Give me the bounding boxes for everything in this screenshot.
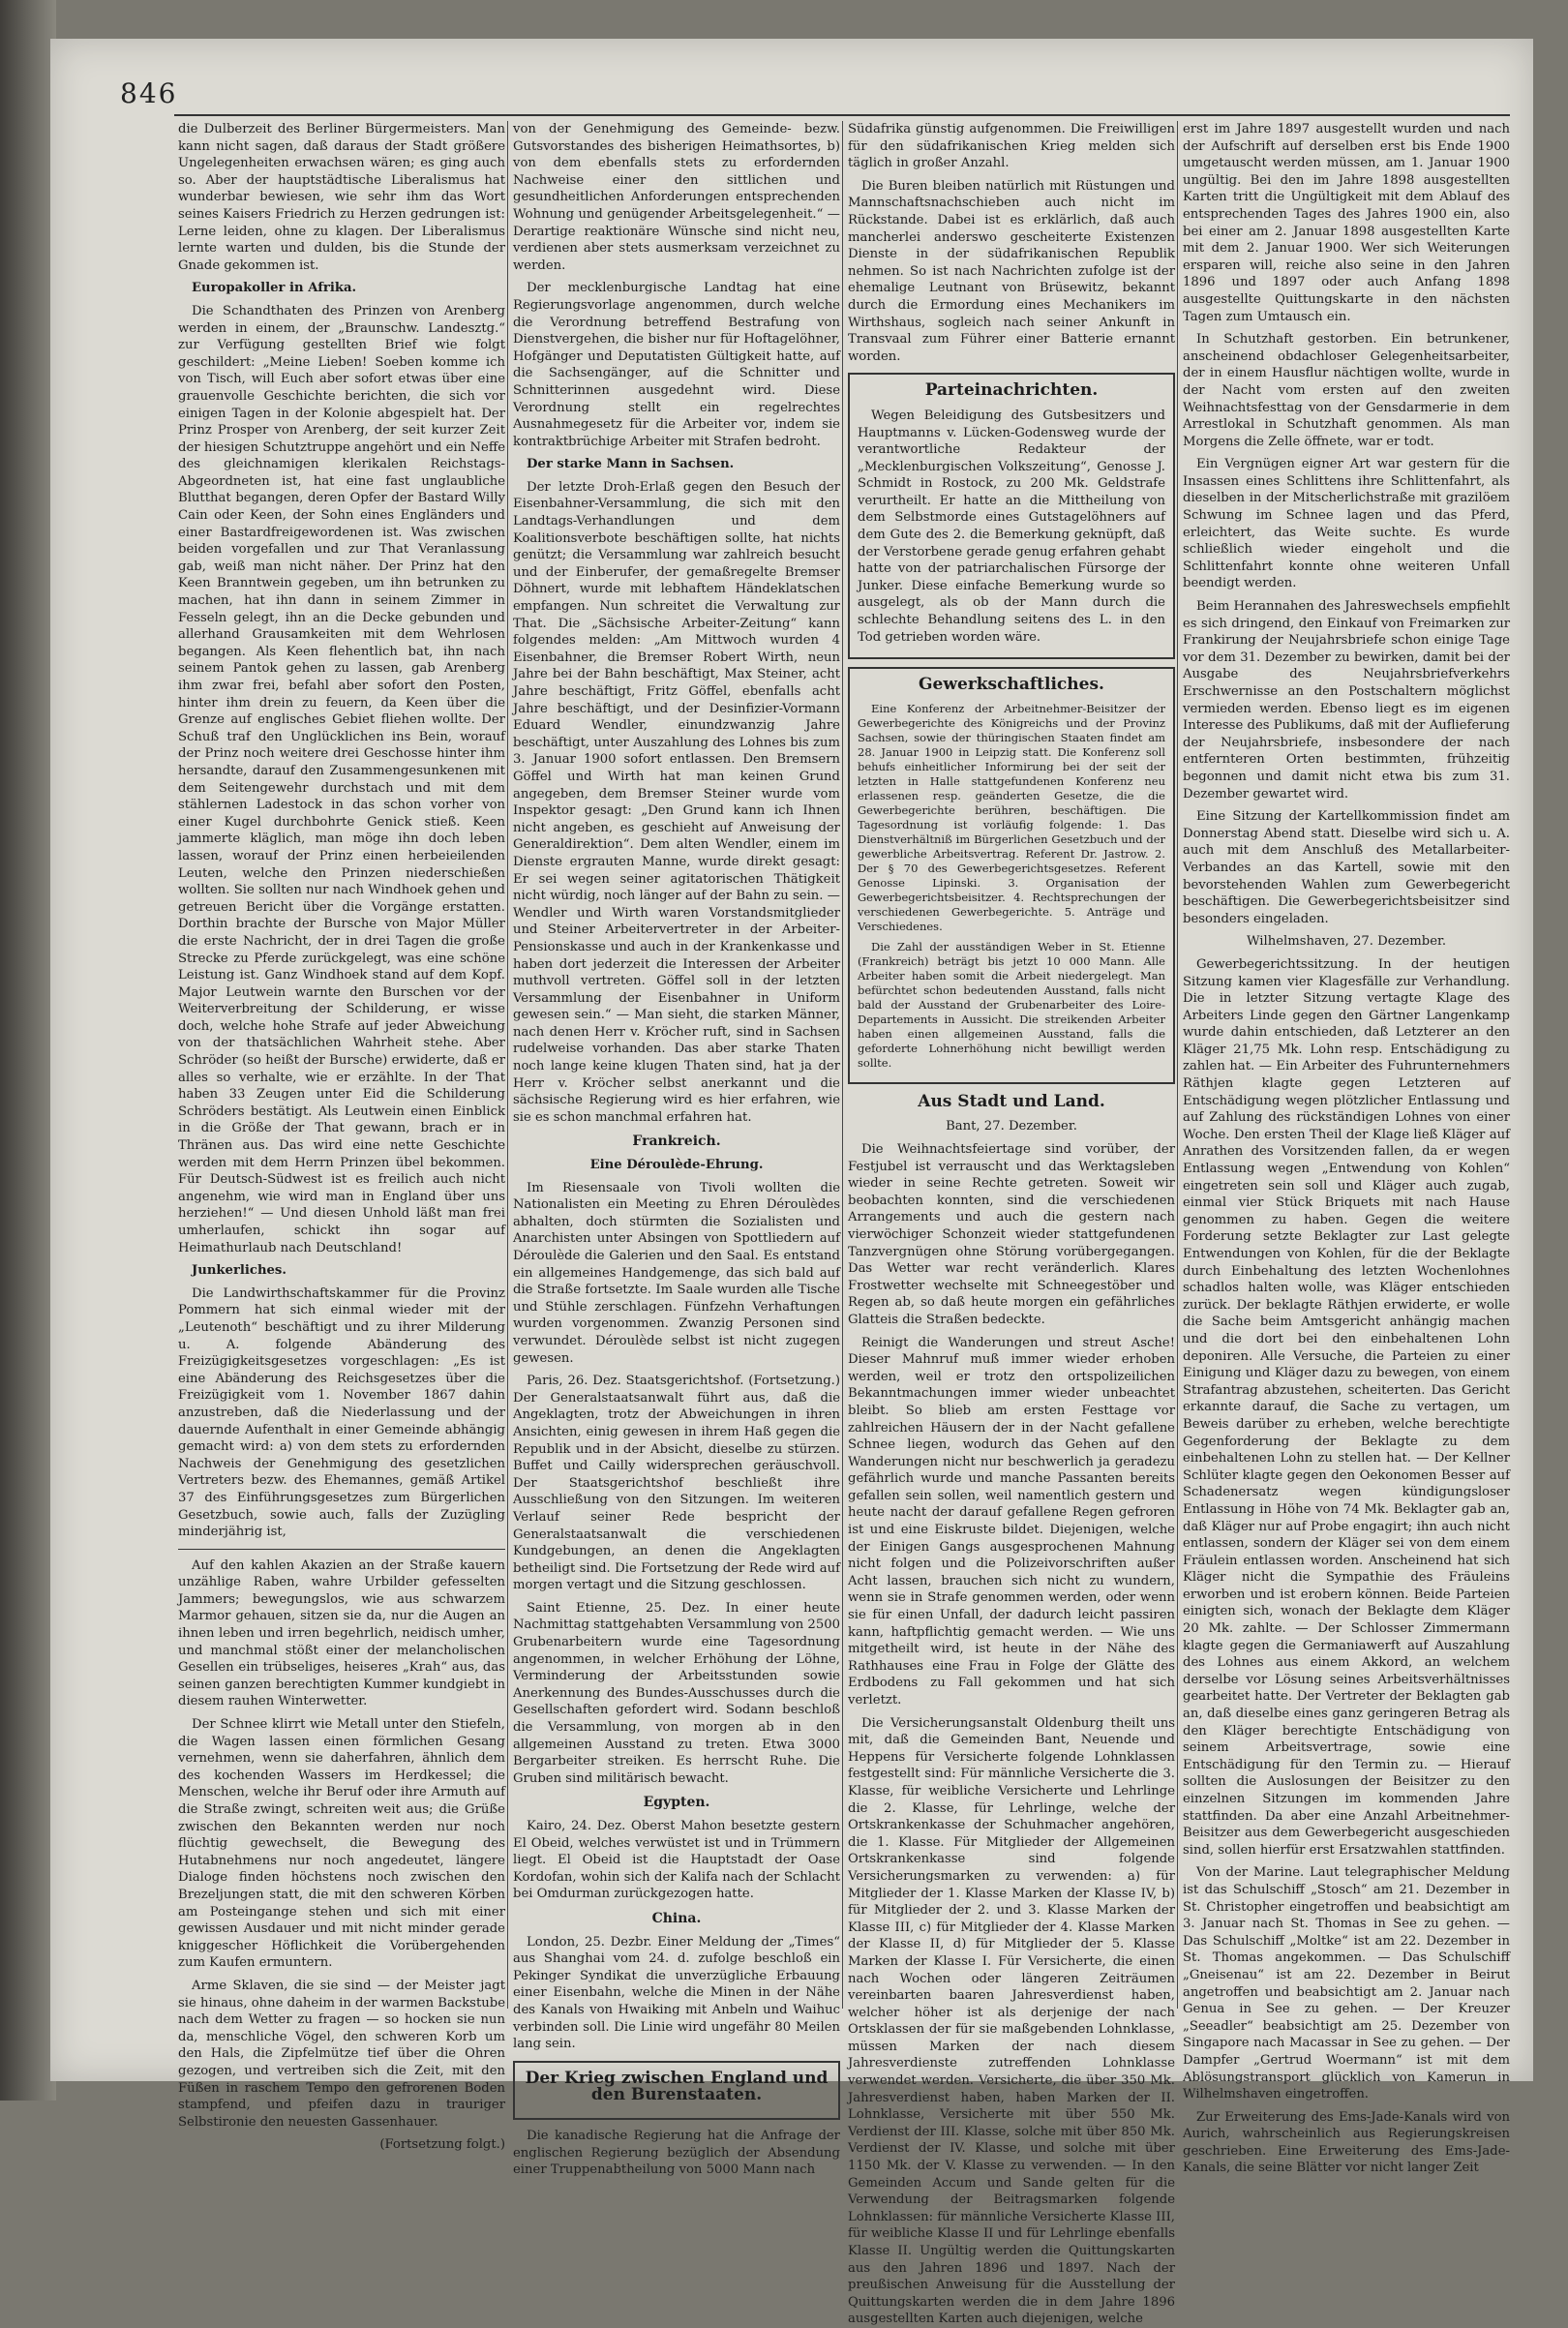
section-heading-stadt: Aus Stadt und Land. — [918, 1091, 1105, 1111]
paragraph: Kairo, 24. Dez. Oberst Mahon besetzte gestern El Obeid, welches verwüstet ist und in Trümmern liegt. El Obeid ist die Hauptstadt der Oase Kordofan, wohin sich der Kalifa nach der Schlacht bei Omdurman zurückgezogen hatte. — [513, 1819, 840, 1902]
boxed-section — [848, 373, 1175, 659]
paragraph: London, 25. Dezbr. Einer Meldung der „Times“ aus Shanghai vom 24. d. zufolge beschloß ein Pekinger Syndikat die unverzügliche Erbauung einer Eisenbahn, welche die Minen in der Nähe des Kanals von Hwaiking mit Anbeln und Waihuc verbinden soll. Die Linie wird ungefähr 80 Meilen lang sein. — [513, 1934, 840, 2052]
paragraph: Der mecklenburgische Landtag hat eine Regierungsvorlage angenommen, durch welche die Verordnung betreffend Bestrafung von Dienstvergehen, die bisher nur für Hoftagelöhner, Hofgänger und Deputatisten Gültigkeit hatte, auf die Sachsengänger, auf die Schnitter und Schnitterinnen ausgedehnt wird. Diese Verordnung stellt ein regelrechtes Ausnahmegesetz für die Arbeiter vor, indem sie kontraktbrüchige Arbeiter mit Strafen bedroht. — [513, 281, 840, 449]
paragraph: Reinigt die Wanderungen und streut Asche! Dieser Mahnruf muß immer wieder erhoben werden, weil er trotz den ortspolizeilichen Bekanntmachungen immer wieder unbeachtet bleibt. So blieb am ersten Festtage vor zahlreichen Häusern der in der Nacht gefallene Schnee liegen, wodurch das Gehen auf den Wanderungen nicht nur beschwerlich ja geradezu gefährlich wurde und manche Passanten bereits gefallen sein sollen, weil namentlich gestern und heute nacht der darauf gefallene Regen gefroren ist und eine Eiskruste bildet. Diejenigen, welche der Einigen Gangs ausgesprochenen Mahnung nicht folgen und die Polizeivorschriften außer Acht lassen, brauchen sich nicht zu wundern, wenn sie in Strafe genommen werden, oder wenn sie für einen Unfall, der dadurch leicht passiren kann, haftpflichtig gemacht werden. — Wie uns mitgetheilt wird, ist heute in der Nähe des Rathhauses eine Frau in Folge der Glätte des Erdbodens zu Fall gekommen und hat sich verletzt. — [848, 1335, 1175, 1708]
section-heading-krieg: Der Krieg zwischen England und den Burenstaaten. — [525, 2068, 829, 2105]
paragraph: Beim Herannahen des Jahreswechsels empfiehlt es sich dringend, den Einkauf von Freimarken zur Frankirung der Neujahrsbriefe schon einige Tage vor dem 31. Dezember zu bewirken, damit bei der Ausgabe des Neujahrsbriefverkehrs Erschwernisse an den Postschaltern möglichst vermieden werden. Ebenso liegt es im eigenen Interesse des Publikums, daß mit der Auflieferung der Neujahrsbriefe, insbesondere der nach entfernteren Orten bestimmten, frühzeitig begonnen und damit nicht etwa bis zum 31. Dezember gewartet wird. — [1183, 599, 1510, 801]
continuation-note: (Fortsetzung folgt.) — [379, 2137, 505, 2153]
section-heading-gewerk: Gewerkschaftliches. — [919, 675, 1104, 695]
paragraph: Die Versicherungsanstalt Oldenburg theilt uns mit, daß die Gemeinden Bant, Neuende und Heppens für Versicherte folgende Lohnklassen festgestellt sind: Für männliche Versicherte die 3. Klasse, für weibliche Versicherte und Lehrlinge die 2. Klasse, für Lehrlinge, welche der Ortskrankenkasse der Schuhmacher angehören, die 1. Klasse. Für Mitglieder der Allgemeinen Ortskrankenkasse sind folgende Versicherungsmarken zu verwenden: a) für Mitglieder der 1. Klasse Marken der Klasse IV, b) für Mitglieder der 2. und 3. Klasse Marken der Klasse III, c) für Mitglieder der 4. Klasse Marken der Klasse II, d) für Mitglieder der 5. Klasse Marken der Klasse I. Für Versicherte, die einen nach Wochen oder längeren Zeiträumen vereinbarten baaren Jahresverdienst haben, welcher höher ist als derjenige der nach Ortsklassen der für sie maßgebenden Lohnklasse, müssen Marken der nach diesem Jahresverdienste zutreffenden Lohnklasse verwendet werden. Versicherte, die über 350 Mk. Jahresverdienst haben, haben Marken der II. Lohnklasse, Versicherte mit über 550 Mk. Verdienst der III. Klasse, solche mit über 850 Mk. Verdienst der IV. Klasse, und solche mit über 1150 Mk. der V. Klasse zu verwenden. — In den Gemeinden Accum und Sande gelten für die Verwendung der Beitragsmarken folgende Lohnklassen: für männliche Versicherte Klasse III, für weibliche Klasse II und für Lehrlinge ebenfalls Klasse II. Ungültig werden die Quittungskarten aus den Jahren 1896 und 1897. Nach der preußischen Anweisung für die Ausstellung der Quittungskarten werden die in dem Jahre 1896 ausgestellten Karten auch diejenigen, welche — [848, 1715, 1175, 2327]
paragraph: Saint Etienne, 25. Dez. In einer heute Nachmittag stattgehabten Versammlung von 2500 Grubenarbeitern wurde eine Tagesordnung angenommen, in welcher Erhöhung der Löhne, Verminderung der Arbeitsstunden sowie Anerkennung des Bundes-Ausschusses durch die Gesellschaften gefordert wird. Sodann beschloß die Versammlung, von morgen ab in den allgemeinen Ausstand zu treten. Etwa 3000 Bergarbeiter streiken. Es herrscht Ruhe. Die Gruben sind militärisch bewacht. — [513, 1600, 840, 1786]
paragraph: von der Genehmigung des Gemeinde- bezw. Gutsvorstandes des bisherigen Heimathsortes, b) von dem ebenfalls stets zu erfordernden Nachweise einer den sittlichen und gesundheitlichen Anforderungen entsprechenden Wohnung und genügender Arbeitsgelegenheit.“ — Derartige reaktionäre Wünsche sind nicht neu, verdienen aber stets ausmerksam verzeichnet zu werden. — [513, 122, 840, 273]
column-divider — [507, 121, 508, 2009]
paragraph: Gewerbegerichtssitzung. In der heutigen Sitzung kamen vier Klagesfälle zur Verhandlung. Die in letzter Sitzung vertagte Klage des Arbeiters Linde gegen den Gärtner Langenkamp wurde dahin entschieden, daß Letzterer an den Kläger 21,75 Mk. Lohn resp. Entschädigung zu zahlen hat. — Ein Arbeiter des Fuhrunternehmers Räthjen klagte gegen Letzteren auf Entschädigung wegen plötzlicher Entlassung und auf Zahlung des rückständigen Lohnes von einer Woche. Den ersten Theil der Klage ließ Kläger auf Anrathen des Vorsitzenden fallen, da er wegen Entlassung wegen „Entwendung von Kohlen“ eingetreten sein soll und Kläger auch zugab, einmal vier Stück Briquets mit nach Hause genommen zu haben. Gegen die weitere Forderung setzte Beklagter zur Last gelegte Entwendungen von Kohlen, für die der Beklagte durch Einbehaltung des letzten Wochenlohnes schadlos halten wolle, was Kläger entschieden zurück. Der beklagte Räthjen erwiderte, er wolle die Sache beim Amtsgericht anhängig machen und die dort bei den einbehaltenen Lohn deponiren. Alle Versuche, die Parteien zu einer Einigung und Kläger dazu zu bewegen, von einem Strafantrag abzustehen, scheiterten. Das Gericht erkannte darauf, die Sache zu vertagen, um Beweis darüber zu erheben, welche berechtigte Gegenforderung der Beklagte zu dem einbehaltenen Lohn zu stellen hat. — Der Kellner Schlüter klagte gegen den Oekonomen Besser auf Schadenersatz wegen kündigungsloser Entlassung in Höhe von 74 Mk. Beklagter gab an, daß Kläger nur auf Probe engagirt; ihn auch nicht entlassen, sondern der Kläger sei von dem einem Fräulein entlassen worden. Anscheinend hat sich Kläger nicht die Sympathie des Fräuleins erworben und ist erobern können. Beide Parteien einigten sich, wonach der Beklagte dem Kläger 20 Mk. zahlte. — Der Schlosser Zimmermann klagte gegen die Germaniawerft auf Auszahlung des Lohnes aus einem Akkord, an welchem derselbe vor Lösung seines Arbeitsverhältnisses gearbeitet hatte. Der Vertreter der Beklagten gab an, daß dieselbe eines ganz geringeren Betrag als den Kläger berechtigte Entschädigung von seinem Arbeitsvertrage, sowie eine Entschädigung für den Termin zu. — Hierauf sollten die Auslosungen der Beisitzer zu den einzelnen Sitzungen im kommenden Jahre stattfinden. Da aber eine Anzahl Arbeitnehmer-Beisitzer aus dem Gewerbegericht ausgeschieden sind, sollen hierfür erst Ersatzwahlen stattfinden. — [1183, 956, 1510, 1858]
paragraph: Eine Sitzung der Kartellkommission findet am Donnerstag Abend statt. Dieselbe wird sich u. A. auch mit dem Anschluß des Metallarbeiter-Verbandes an das Kartell, sowie mit den bevorstehenden Wahlen zum Gewerbegericht beschäftigen. Die Gewerbegerichtsbeisitzer sind besonders eingeladen. — [1183, 809, 1510, 926]
book-binding — [0, 0, 56, 2101]
paragraph: Südafrika günstig aufgenommen. Die Freiwilligen für den südafrikanischen Krieg melden sich täglich in großer Anzahl. — [848, 122, 1175, 171]
dateline: Wilhelmshaven, 27. Dezember. — [1246, 934, 1447, 950]
paragraph: Eine Konferenz der Arbeitnehmer-Beisitzer der Gewerbegerichte des Königreichs und der Provinz Sachsen, sowie der thüringischen Staaten findet am 28. Januar 1900 in Leipzig statt. Die Konferenz soll behufs einheitlicher Informirung bei der seit der letzten in Halle stattgefundenen Konferenz neu erlassenen resp. geänderten Gesetze, die die Gewerbegerichte berühren, beschäftigen. Die Tagesordnung ist vorläufig folgende: 1. Das Dienstverhältniß im Bürgerlichen Gesetzbuch und der gewerbliche Arbeitsvertrag. Referent Dr. Jastrow. 2. Der § 70 des Gewerbegerichtsgesetzes. Referent Genosse Lipinski. 3. Organisation der Gewerbegerichtsbeisitzer. 4. Rechtsprechungen der verschiedenen Gewerbegerichte. 5. Anträge und Verschiedenes. — [858, 701, 1165, 933]
paragraph: Ein Vergnügen eigner Art war gestern für die Insassen eines Schlittens ihre Schlittenfahrt, als dieselben in der Mitscherlichstraße mit grazilöem Schwung im Schnee lagen und das Pferd, erleichtert, das Weite suchte. Es wurde schließlich wieder eingeholt und die Schlittenfahrt konnte ohne weiteren Unfall beendigt werden. — [1183, 457, 1510, 591]
paragraph: Die Weihnachtsfeiertage sind vorüber, der Festjubel ist verrauscht und das Werktagsleben wieder in seine Rechte getreten. Soweit wir beobachten konnten, sind die verschiedenen Arrangements und auch die gestern nach vierwöchiger Schonzeit wieder stattgefundenen Tanzvergnügen ohne Störung vorübergegangen. Das Wetter war recht veränderlich. Klares Frostwetter wechselte mit Schneegestöber und Regen ab, so daß heute morgen ein gefährliches Glatteis die Straßen bedeckte. — [848, 1142, 1175, 1327]
paragraph: die Dulberzeit des Berliner Bürgermeisters. Man kann nicht sagen, daß daraus der Stadt größere Ungelegenheiten erwachsen wären; es ging auch so. Aber der hauptstädtische Liberalismus hat wunderbar bewiesen, wie sehr ihm das Wort seines Kaisers Friedrich zu Herzen gedrungen ist: Lerne leiden, ohne zu klagen. Der Liberalismus lernte warten und dulden, bis die Stunde der Gnade gekommen ist. — [178, 122, 505, 273]
column-2 — [513, 121, 840, 2178]
page-number: 846 — [120, 77, 178, 109]
boxed-section — [848, 667, 1175, 1084]
column-divider — [842, 121, 843, 2009]
section-heading-china: China. — [651, 1910, 702, 1926]
column-divider — [1177, 121, 1178, 2009]
section-heading-partei: Parteinachrichten. — [924, 380, 1099, 401]
paragraph: Der letzte Droh-Erlaß gegen den Besuch der Eisenbahner-Versammlung, die sich mit den Landtags-Verhandlungen und dem Koalitionsverbote beschäftigen sollte, hat nichts genützt; die Versammlung war zahlreich besucht und der Einberufer, der gemaßregelte Bremser Döhnert, wurde mit lebhaftem Händeklatschen empfangen. Nun schreitet die Verwaltung zur That. Die „Sächsische Arbeiter-Zeitung“ kann folgendes melden: „Am Mittwoch wurden 4 Eisenbahner, die Bremser Robert Wirth, neun Jahre bei der Bahn beschäftigt, Max Steiner, acht Jahre beschäftigt, Fritz Göffel, ebenfalls acht Jahre beschäftigt, und der Desinfizier-Vormann Eduard Wendler, einundzwanzig Jahre beschäftigt, unter Auszahlung des Lohnes bis zum 3. Januar 1900 sofort entlassen. Den Bremsern Göffel und Wirth hat man keinen Grund angegeben, dem Bremser Steiner wurde vom Inspektor gesagt: „Den Grund kann ich Ihnen nicht angeben, es geschieht auf Anweisung der Generaldirektion“. Dem alten Wendler, einem im Dienste ergrauten Manne, wurde direkt gesagt: Er sei wegen seiner agitatorischen Thätigkeit nicht würdig, noch länger auf der Bahn zu sein. — Wendler und Wirth waren Vorstandsmitglieder und Steiner Arbeitervertreter in der Arbeiter-Pensionskasse und auch in der Krankenkasse und haben dort jederzeit die Interessen der Arbeiter muthvoll vertreten. Göffel soll in der letzten Versammlung der Eisenbahner in Uniform gewesen sein.“ — Man sieht, die starken Männer, nach denen Herr v. Kröcher ruft, sind in Sachsen rudelweise vorhanden. Das aber starke Thaten noch lange keine klugen Thaten sind, hat ja der Herr v. Kröcher selbst anerkannt und die sächsische Regierung wird es hier erfahren, wie sie es schon manchmal erfahren hat. — [513, 479, 840, 1125]
paragraph: In Schutzhaft gestorben. Ein betrunkener, anscheinend obdachloser Gelegenheitsarbeiter, der in einem Hausflur nächtigen wollte, wurde in der Nacht vom ersten auf den zweiten Weihnachtsfesttag von der Gensdarmerie in dem Arrestlokal in Schutzhaft genommen. Als man Morgens die Zelle öffnete, war er todt. — [1183, 332, 1510, 449]
boxed-section — [513, 2061, 840, 2120]
paragraph: Der Schnee klirrt wie Metall unter den Stiefeln, die Wagen lassen einen förmlichen Gesang vernehmen, wenn sie daherfahren, ähnlich dem des kochenden Wassers im Herdkessel; die Menschen, welche ihr Beruf oder ihre Armuth auf die Straße zwingt, schreiten weit aus; die Grüße zwischen den Bekannten werden nur noch flüchtig gewechselt, die Bewegung des Hutabnehmens nur noch angedeutet, längere Dialoge finden höchstens noch zwischen den Brezeljungen statt, die mit den schweren Körben am Posteingange stehen und sich mit einer gewissen Ausdauer und mit nicht minder gerade kniggescher Höflichkeit die Vorübergehenden zum Kaufen ermuntern. — [178, 1717, 505, 1971]
paragraph: Die Landwirthschaftskammer für die Provinz Pommern hat sich einmal wieder mit der „Leutenoth“ beschäftigt und zu ihrer Milderung u. A. folgende Abänderung des Freizügigkeitsgesetzes vorgeschlagen: „Es ist eine Abänderung des Reichsgesetzes über die Freizügigkeit vom 1. November 1867 dahin anzustreben, daß die Niederlassung und der dauernde Aufenthalt in einer Gemeinde abhängig gemacht wird: a) von dem stets zu erfordernden Nachweis der Genehmigung des gesetzlichen Vertreters bezw. des Ehemannes, gemäß Artikel 37 des Einführungsgesetzes zum Bürgerlichen Gesetzbuch, sowie auch, falls der Zuzügling minderjährig ist, — [178, 1285, 505, 1540]
column-1 — [178, 121, 505, 2153]
header-rule — [174, 114, 1510, 116]
paragraph: Die Schandthaten des Prinzen von Arenberg werden in einem, der „Braunschw. Landesztg.“ zur Verfügung gestellten Brief wie folgt geschildert: „Meine Lieben! Soeben komme ich von Tisch, will Euch aber sofort etwas über eine grauenvolle Geschichte berichten, die sich vor einigen Tagen in der Kolonie abgespielt hat. Der Prinz Prosper von Arenberg, der seit kurzer Zeit der hiesigen Schutztruppe angehört und ein Neffe des gleichnamigen klerikalen Reichstags-Abgeordneten ist, hat eine fast unglaubliche Blutthat begangen, deren Opfer der Bastard Willy Cain oder Keen, der Sohn eines Engländers und einer Bastardfreigewordenen ist. Was zwischen beiden vorgefallen und zur That Veranlassung gab, weiß man nicht näher. Der Prinz hat den Keen Branntwein gegeben, um ihn betrunken zu machen, hat ihn dann in seinem Zimmer in Fesseln gelegt, ihn an die Decke gebunden und allerhand Grausamkeiten mit dem Wehrlosen begangen. Als Keen flehentlich bat, ihn nach seinem Pantok gehen zu lassen, gab Arenberg ihm zwar frei, befahl aber sofort den Posten, hinter ihm drein zu feuern, da Keen über die Grenze auf englisches Gebiet fliehen wollte. Der Schuß traf den Unglücklichen ins Bein, worauf der Prinz noch weitere drei Geschosse hinter ihm hersandte, darauf den Zusammengesunkenen mit dem Seitengewehr durchstach und mit dem stählernen Ladestock in das schon vorher von einer Kugel durchbohrte Genick stieß. Keen jammerte kläglich, man möge ihn doch leben lassen, worauf der Prinz einen herbeieilenden Leuten, welche den Prinzen niederschießen wollten. Sie sollten nur nach Windhoek gehen und getreuen Bericht über die Vorgänge erstatten. Dorthin brachte der Bursche von Major Müller die erste Nachricht, der in drei Tagen die große Strecke zu Pferde zurückgelegt, was eine schöne Leistung ist. Ganz Windhoek stand auf dem Kopf. Major Leutwein warnte den Burschen vor der Weiterverbreitung der Schilderung, er wisse doch, welche hohe Strafe auf jeder Abweichung von der thatsächlichen Wahrheit stehe. Aber Schröder (so heißt der Bursche) erwiderte, daß er alles so verhalte, wie er erzählte. In der That haben 33 Zeugen unter Eid die Schilderung Schröders bestätigt. Als Leutwein einen Einblick in die Größe der That gewann, brach er in Thränen aus. Das wird eine nette Geschichte werden mit dem Herrn Prinzen übel bekommen. Für Deutsch-Südwest ist es freilich auch nicht angenehm, wie wird man in England über uns herziehen!“ — Und diesen Unhold läßt man frei umherlaufen, schickt ihn sogar auf Heimathurlaub nach Deutschland! — [178, 303, 505, 1255]
paragraph: Von der Marine. Laut telegraphischer Meldung ist das Schulschiff „Stosch“ am 21. Dezember in St. Christopher eingetroffen und beabsichtigt am 3. Januar nach St. Thomas in See zu gehen. — Das Schulschiff „Moltke“ ist am 22. Dezember in St. Thomas angekommen. — Das Schulschiff „Gneisenau“ ist am 22. Dezember in Beirut angetroffen und beabsichtigt am 2. Januar nach Genua in See zu gehen. — Der Kreuzer „Seeadler“ beabsichtigt am 25. Dezember von Singapore nach Macassar in See zu gehen. — Der Dampfer „Gertrud Woermann“ ist mit dem Ablösungstransport glücklich von Kamerun in Wilhelmshaven eingetroffen. — [1183, 1865, 1510, 2102]
article-heading: Eine Déroulède-Ehrung. — [589, 1158, 764, 1173]
paragraph: Arme Sklaven, die sie sind — der Meister jagt sie hinaus, ohne daheim in der warmen Backstube nach dem Wetter zu fragen — so hocken sie nun da, menschliche Vögel, den schweren Korb um den Hals, die Zipfelmütze tief über die Ohren gezogen, und vertreiben sich die Zeit, mit den Füßen in raschem Tempo den gefrorenen Boden stampfend, und pfeifen dazu in trauriger Selbstironie den neuesten Gassenhauer. — [178, 1978, 505, 2130]
paragraph: Auf den kahlen Akazien an der Straße kauern unzählige Raben, wahre Urbilder gefesselten Jammers; bewegungslos, wie aus schwarzem Marmor gehauen, sitzen sie da, nur die Augen an ihnen leben und irren begehrlich, neidisch umher, und manchmal stößt einer der melancholischen Gesellen ein trübseliges, heiseres „Krah“ aus, das seinen ganzen berechtigten Kummer kundgiebt in diesem rauhen Winterwetter. — [178, 1557, 505, 1709]
paragraph: Im Riesensaale von Tivoli wollten die Nationalisten ein Meeting zu Ehren Déroulèdes abhalten, doch stürmten die Sozialisten und Anarchisten unter Absingen von Spottliedern auf Déroulède die Galerien und den Saal. Es entstand ein allgemeines Handgemenge, das sich bald auf die Straße fortsetzte. Im Saale wurden alle Tische und Stühle zerschlagen. Fünfzehn Verhaftungen wurden vorgenommen. Zwanzig Personen sind verwundet. Déroulède selbst ist nicht zugegen gewesen. — [513, 1180, 840, 1366]
paragraph: Die Zahl der ausständigen Weber in St. Etienne (Frankreich) beträgt bis jetzt 10 000 Mann. Alle Arbeiter haben somit die Arbeit niedergelegt. Man befürchtet schon bedeutenden Ausstand, falls nicht bald der Ausstand der Grubenarbeiter des Loire-Departements in Aussicht. Die streikenden Arbeiter haben einen allgemeinen Ausstand, falls die geforderte Lohnerhöhung nicht bewilligt werden sollte. — [858, 939, 1165, 1070]
column-4 — [1183, 121, 1510, 2176]
paragraph: Zur Erweiterung des Ems-Jade-Kanals wird von Aurich, wahrscheinlich aus Regierungskreisen geschrieben. Eine Erweiterung des Ems-Jade-Kanals, die seine Blätter vor nicht langer Zeit — [1183, 2109, 1510, 2176]
paragraph: Die Buren bleiben natürlich mit Rüstungen und Mannschaftsnachschieben auch nicht im Rückstande. Dabei ist es erklärlich, daß auch mancherlei anderswo gescheiterte Existenzen Dienste in der südafrikanischen Republik nehmen. So ist nach Nachrichten zufolge ist der ehemalige Leutnant von Brüsewitz, bekannt durch die Ermordung eines Mechanikers im Wirthshaus, sogleich nach seiner Ankunft in Transvaal zum Führer einer Batterie ernannt worden. — [848, 178, 1175, 364]
dateline: Bant, 27. Dezember. — [946, 1119, 1077, 1134]
article-heading: Europakoller in Afrika. — [192, 281, 357, 296]
column-3 — [848, 121, 1175, 2327]
paragraph: Die kanadische Regierung hat die Anfrage der englischen Regierung bezüglich der Absendung einer Truppenabtheilung von 5000 Mann nach — [513, 2128, 840, 2178]
paragraph: erst im Jahre 1897 ausgestellt wurden und nach der Aufschrift auf derselben erst bis Ende 1900 umgetauscht werden müssen, am 1. Januar 1900 ungültig. Bei den im Jahre 1898 ausgestellten Karten tritt die Ungültigkeit mit dem Ablauf des entsprechenden Tages des Jahres 1900 ein, also bei einer am 2. Januar 1898 ausgestellten Karte mit dem 2. Januar 1900. Wer sich Weiterungen ersparen will, reiche also seine in den Jahren 1896 und 1897 oder auch Anfang 1898 ausgestellte Quittungskarte in den nächsten Tagen zum Umtausch ein. — [1183, 122, 1510, 324]
section-heading-egypten: Egypten. — [643, 1795, 710, 1811]
paragraph: Paris, 26. Dez. Staatsgerichtshof. (Fortsetzung.) Der Generalstaatsanwalt führt aus, daß die Angeklagten, trotz der Abweichungen in ihren Ansichten, einig gewesen in ihrem Haß gegen die Republik und in der Absicht, dieselbe zu stürzen. Buffet und Cailly widersprechen geräuschvoll. Der Staatsgerichtshof beschließt ihre Ausschließung von den Sitzungen. Im weiteren Verlauf seiner Rede bespricht der Generalstaatsanwalt die verschiedenen Kundgebungen, an denen die Angeklagten betheiligt sind. Die Fortsetzung der Rede wird auf morgen vertagt und die Sitzung geschlossen. — [513, 1374, 840, 1593]
article-heading: Junkerliches. — [192, 1263, 286, 1279]
section-heading-frankreich: Frankreich. — [632, 1134, 721, 1150]
feuilleton-divider — [178, 1549, 505, 1550]
paragraph: Wegen Beleidigung des Gutsbesitzers und Hauptmanns v. Lücken-Godensweg wurde der verantwortliche Redakteur der „Mecklenburgischen Volkszeitung“, Genosse J. Schmidt in Rostock, zu 200 Mk. Geldstrafe verurtheilt. Er hatte an die Mittheilung von dem Selbstmorde eines Gutstagelöhners auf dem Gute des 2. die Bemerkung geknüpft, daß der Verstorbene gerade genug erfahren gehabt hatte von der patriarchalischen Fürsorge der Junker. Diese einfache Bemerkung wurde so ausgelegt, als ob der Mann durch die schlechte Behandlung seitens des L. in den Tod getrieben worden wäre. — [858, 408, 1165, 645]
article-heading: Der starke Mann in Sachsen. — [527, 457, 735, 472]
